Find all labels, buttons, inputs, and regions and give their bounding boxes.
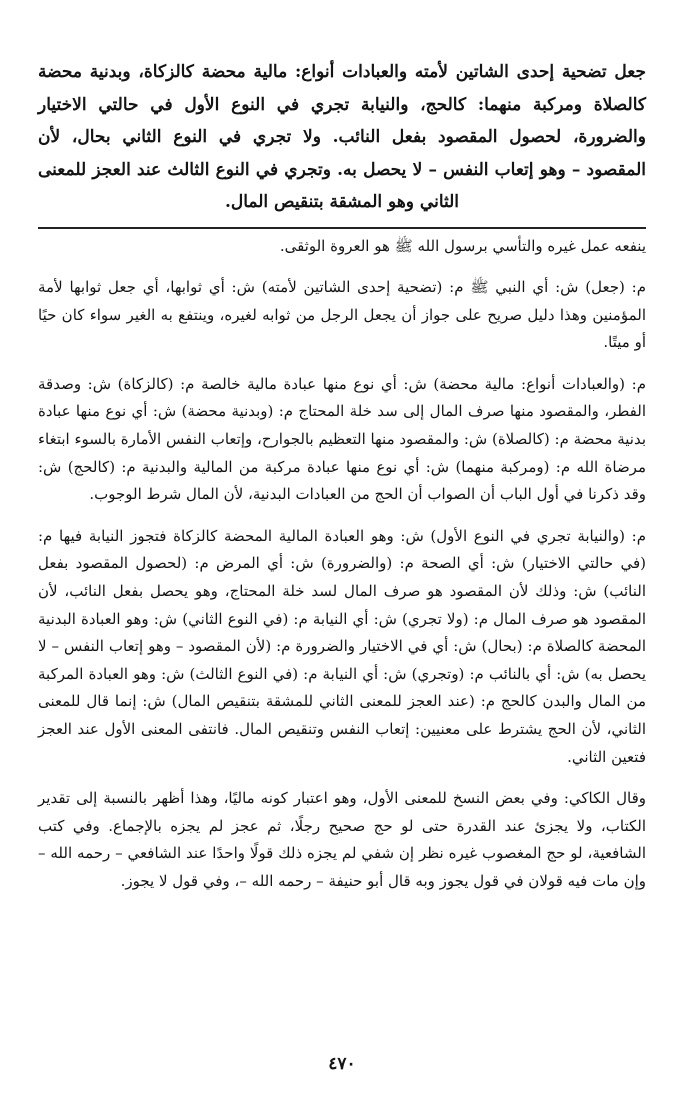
commentary [38,233,646,896]
commentary-paragraph: م: (والعبادات أنواع: مالية محضة) ش: أي نوع منها عبادة مالية خالصة م: (كالزكاة) ش: وصدقة الفطر، والمقصود منها صرف المال إلى سد خلة المحتاج م: (وبدنية محضة) ش: أي نوع منها عبادة بدنية محضة م: (كالصلاة) ش: والمقصود منها التعظيم بالجوارح، وإتعاب النفس الأمارة بالسوء ابتغاء مرضاة الله م: (ومركبة منهما) ش: أي نوع منها عبادة مركبة من المالية والبدنية م: (كالحج) ش: وقد ذكرنا في أول الباب أن الصواب أن الحج من العبادات البدنية، لأن المال شرط الوجوب. [38,374,646,504]
commentary-paragraph: ينفعه عمل غيره والتأسي برسول الله ﷺ هو العروة الوثقى. [279,236,646,255]
main-text: جعل تضحية إحدى الشاتين لأمته والعبادات أنواع: مالية محضة كالزكاة، وبدنية محضة كالصلاة ومركبة منهما: كالحج، والنيابة تجري في النوع الأول في حالتي الاختيار والضرورة، لحصول المقصود بفعل النائب. ولا تجري في النوع الثاني بحال، لأن المقصود – وهو إتعاب النفس – لا يحصل به. وتجري في النوع الثالث عند العجز للمعنى الثاني وهو المشقة بتنقيص المال. [38,62,646,212]
commentary-paragraph: وقال الكاكي: وفي بعض النسخ للمعنى الأول، وهو اعتبار كونه ماليًا، وهذا أظهر بالنسبة إلى تقدير الكتاب، ولا يجزئ عند القدرة حتى لو حج صحيح رجلًا، ثم عجز لم يجزه بالإجماع. وفي كتب الشافعية، لو حج المغصوب غيره نظر إن شفي لم يجزه ذلك قولًا واحدًا عند الشافعي – رحمه الله – وإن مات فيه قولان في قول يجوز وبه قال أبو حنيفة – رحمه الله –، وفي قول لا يجوز. [38,789,646,890]
commentary-paragraph: م: (والنيابة تجري في النوع الأول) ش: وهو العبادة المالية المحضة كالزكاة فتجوز النيابة فيها م: (في حالتي الاختيار) ش: أي الصحة م: (والضرورة) ش: أي المرض م: (لحصول المقصود بفعل النائب) ش: وذلك لأن المقصود هو صرف المال لسد خلة المحتاج، وهو يحصل بفعل النائب، لأن المقصود هو صرف المال م: (ولا تجري) ش: أي النيابة م: (في النوع الثاني) ش: وهو العبادة البدنية المحضة كالصلاة م: (بحال) ش: أي في الاختيار والضرورة م: (لأن المقصود – وهو إتعاب النفس – لا يحصل به) ش: أي بالنائب م: (وتجري) ش: أي النيابة م: (في النوع الثالث) ش: وهو العبادة المركبة من المال والبدن كالحج م: (عند العجز للمعنى الثاني للمشقة بتنقيص المال) ش: إنما قال للمعنى الثاني، لأن الحج يشترط على معنيين: إتعاب النفس وتنقيص المال. فانتفى المعنى الأول عند العجز فتعين الثاني. [38,526,646,766]
page-body [38,56,646,896]
commentary-paragraph: م: (جعل) ش: أي النبي ﷺ م: (تضحية إحدى الشاتين لأمته) ش: أي ثوابها، أي جعل ثوابها لأمة المؤمنين وهذا دليل صريح على جواز أن يجعل الرجل من ثوابه لغيره، وينتفع به الغير سواء كان حيًا أو ميتًا. [38,278,646,352]
page-number: ٤٧٠ [328,1054,356,1074]
separator-rule [38,227,646,229]
